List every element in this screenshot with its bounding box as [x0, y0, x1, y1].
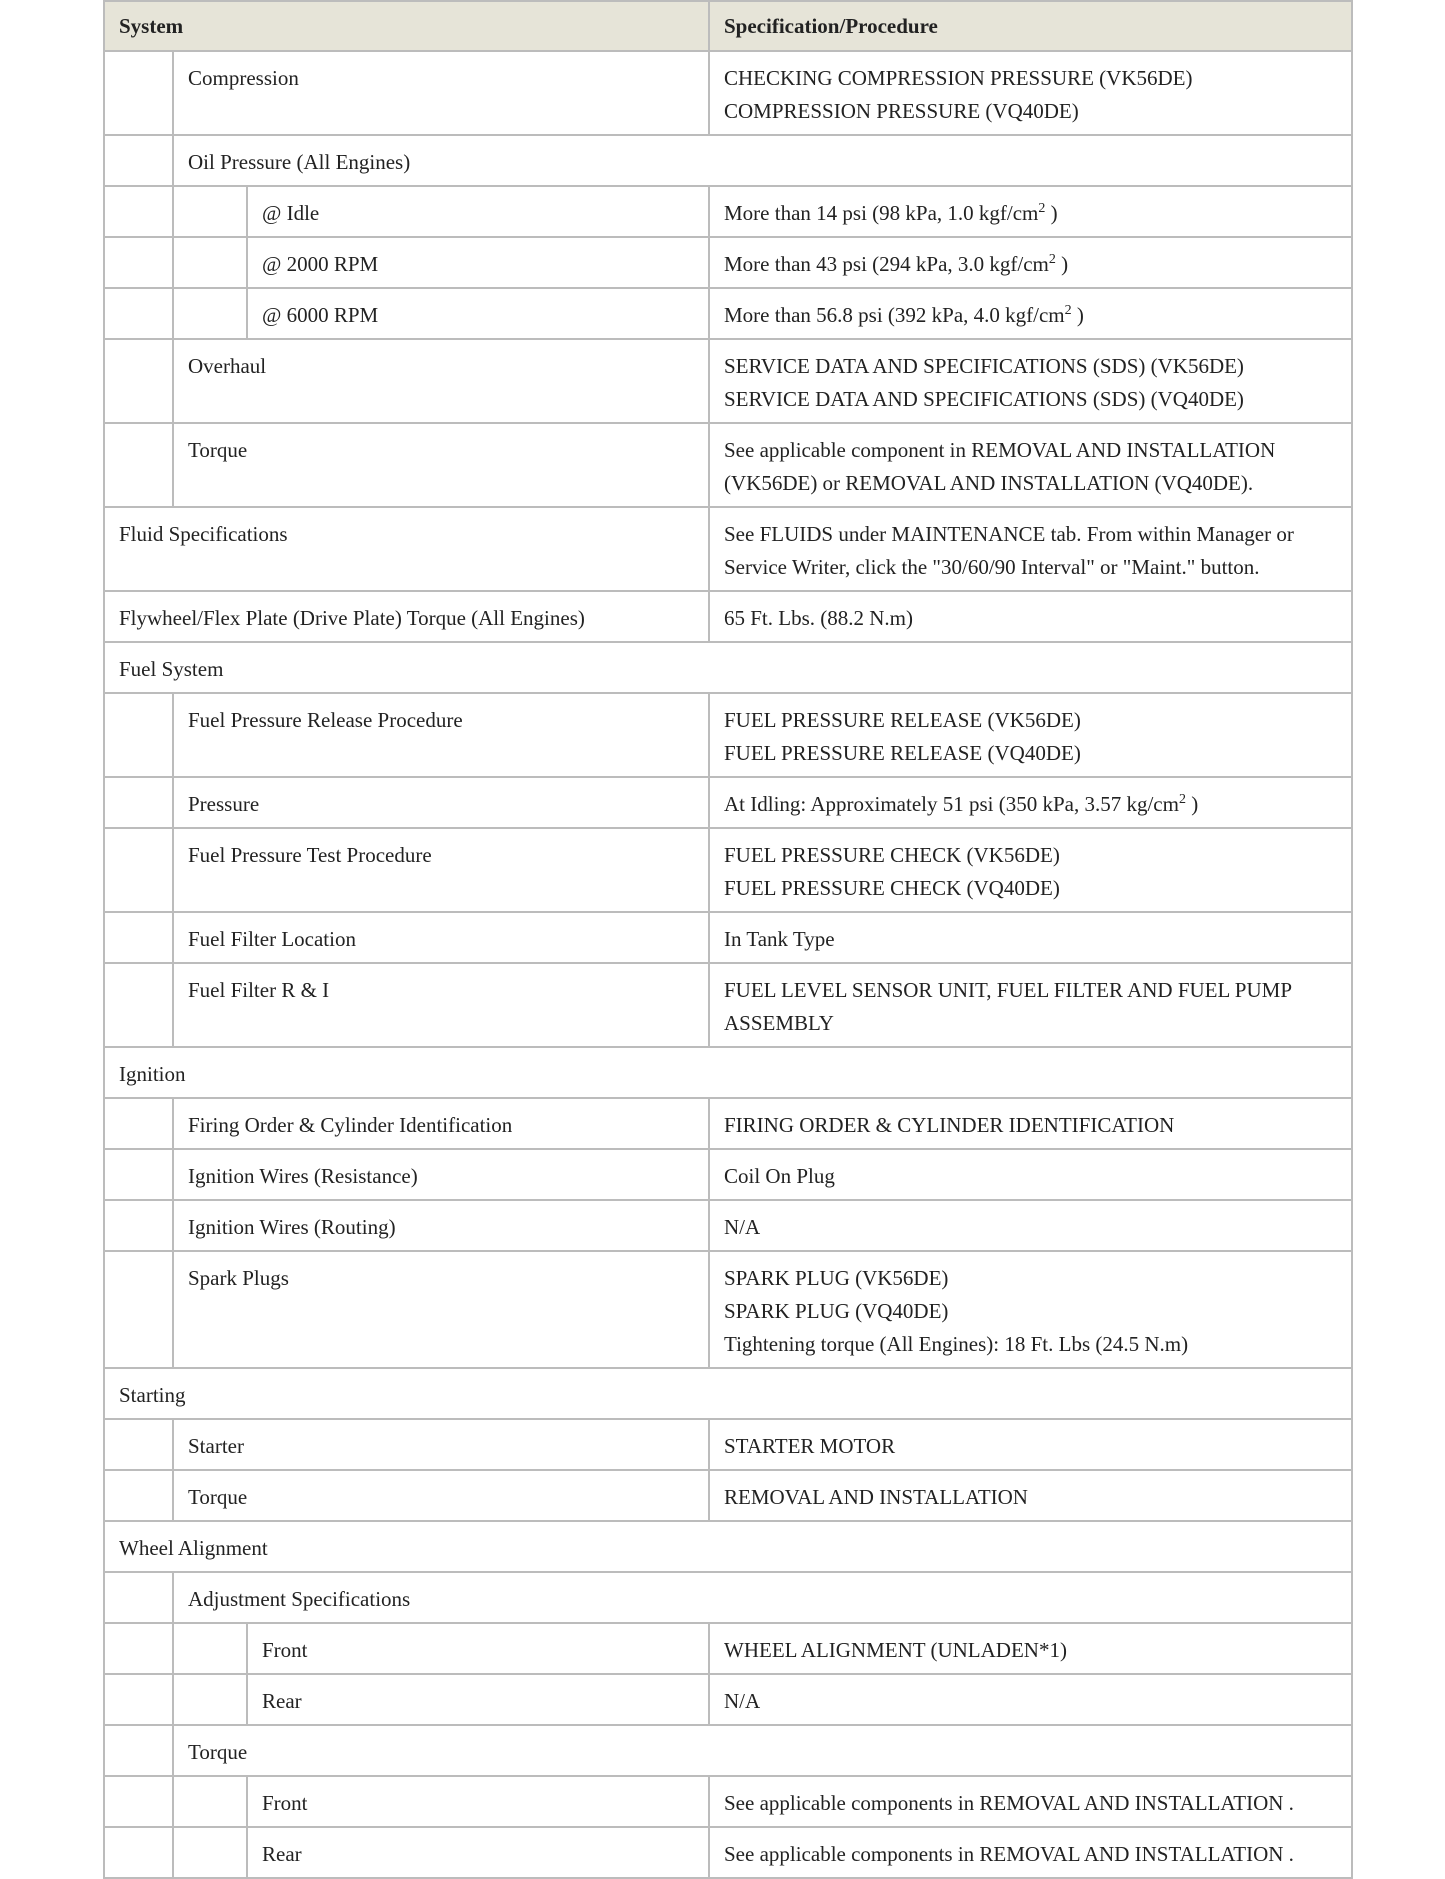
indent-cell: [104, 1827, 173, 1878]
specification-text: SERVICE DATA AND SPECIFICATIONS (SDS) (VK56DE): [724, 354, 1244, 378]
table-row: [104, 963, 1352, 1047]
indent-cell: [173, 1674, 247, 1725]
specification-line: [724, 1787, 1337, 1820]
specification-text: FIRING ORDER & CYLINDER IDENTIFICATION: [724, 1113, 1175, 1137]
specification-line: [724, 974, 1337, 1007]
table-section-row: [104, 1725, 1352, 1776]
table-header-row: [104, 1, 1352, 51]
indent-cell: [104, 828, 173, 912]
specification-line: [724, 1685, 1337, 1718]
specification-line: [724, 1634, 1337, 1667]
specification-value: [709, 828, 1352, 912]
system-label: Fuel System: [104, 642, 1352, 693]
specification-text: Service Writer, click the "30/60/90 Interval" or "Maint." button.: [724, 555, 1260, 579]
system-label: Ignition Wires (Resistance): [173, 1149, 709, 1200]
specification-value: [709, 693, 1352, 777]
specification-text: FUEL PRESSURE RELEASE (VK56DE): [724, 708, 1081, 732]
indent-cell: [104, 186, 173, 237]
specification-value: [709, 1827, 1352, 1878]
specification-value: [709, 1470, 1352, 1521]
specification-text: See applicable components in REMOVAL AND INSTALLATION .: [724, 1791, 1294, 1815]
table-row: [104, 1827, 1352, 1878]
specification-text: SPARK PLUG (VQ40DE): [724, 1299, 949, 1323]
specification-text-tail: ): [1045, 201, 1058, 225]
indent-cell: [104, 1098, 173, 1149]
indent-cell: [104, 1470, 173, 1521]
system-label: Overhaul: [173, 339, 709, 423]
indent-cell: [104, 912, 173, 963]
indent-cell: [104, 237, 173, 288]
system-label: Torque: [173, 423, 709, 507]
specification-line: [724, 383, 1337, 416]
table-row: [104, 1098, 1352, 1149]
table-body: [104, 51, 1352, 1878]
system-label: Compression: [173, 51, 709, 135]
specification-text: FUEL PRESSURE CHECK (VK56DE): [724, 843, 1060, 867]
table-row: [104, 186, 1352, 237]
indent-cell: [173, 1827, 247, 1878]
system-column-header: System: [104, 1, 709, 51]
specification-text: Coil On Plug: [724, 1164, 835, 1188]
system-label: Fuel Pressure Release Procedure: [173, 693, 709, 777]
system-label: Oil Pressure (All Engines): [173, 135, 1352, 186]
system-label: Fuel Filter R & I: [173, 963, 709, 1047]
superscript-unit: 2: [1048, 252, 1056, 267]
specification-line: [724, 1007, 1337, 1040]
specification-line: [724, 95, 1337, 128]
specification-line: [724, 788, 1337, 821]
specification-text: SPARK PLUG (VK56DE): [724, 1266, 949, 1290]
system-label: Ignition Wires (Routing): [173, 1200, 709, 1251]
specification-line: [724, 518, 1337, 551]
table-section-row: [104, 642, 1352, 693]
specification-text-tail: ): [1071, 303, 1084, 327]
table-row: [104, 339, 1352, 423]
specification-line: [724, 872, 1337, 905]
superscript-unit: 2: [1038, 201, 1046, 216]
specification-value: [709, 1098, 1352, 1149]
table-row: [104, 1251, 1352, 1368]
table-section-row: [104, 1047, 1352, 1098]
table-row: [104, 507, 1352, 591]
system-label: Fuel Pressure Test Procedure: [173, 828, 709, 912]
specification-value: [709, 912, 1352, 963]
specification-value: [709, 963, 1352, 1047]
specification-line: [724, 248, 1337, 281]
specification-text: More than 43 psi (294 kPa, 3.0 kgf/cm: [724, 252, 1049, 276]
specification-text: See FLUIDS under MAINTENANCE tab. From within Manager or: [724, 522, 1294, 546]
system-label: Torque: [173, 1725, 1352, 1776]
specification-value: [709, 1623, 1352, 1674]
specification-line: [724, 1328, 1337, 1361]
system-label: Rear: [247, 1827, 709, 1878]
system-label: @ 2000 RPM: [247, 237, 709, 288]
specification-text: At Idling: Approximately 51 psi (350 kPa, 3.57 kg/cm: [724, 792, 1179, 816]
indent-cell: [104, 135, 173, 186]
table-row: [104, 288, 1352, 339]
specification-text: More than 56.8 psi (392 kPa, 4.0 kgf/cm: [724, 303, 1065, 327]
specification-text-tail: ): [1185, 792, 1199, 816]
specification-text: STARTER MOTOR: [724, 1434, 896, 1458]
system-label: Fluid Specifications: [104, 507, 709, 591]
specification-line: [724, 1430, 1337, 1463]
system-label: Firing Order & Cylinder Identification: [173, 1098, 709, 1149]
specification-text: N/A: [724, 1215, 761, 1239]
superscript-unit: 2: [1064, 303, 1072, 318]
system-label: Wheel Alignment: [104, 1521, 1352, 1572]
specification-line: [724, 602, 1337, 635]
indent-cell: [104, 1200, 173, 1251]
specification-line: [724, 1262, 1337, 1295]
specification-text: 65 Ft. Lbs. (88.2 N.m): [724, 606, 913, 630]
specification-value: [709, 1776, 1352, 1827]
specification-text: FUEL PRESSURE CHECK (VQ40DE): [724, 876, 1060, 900]
specification-line: [724, 1295, 1337, 1328]
specification-text: SERVICE DATA AND SPECIFICATIONS (SDS) (VQ40DE): [724, 387, 1244, 411]
table-row: [104, 912, 1352, 963]
specification-line: [724, 923, 1337, 956]
table-row: [104, 693, 1352, 777]
indent-cell: [173, 288, 247, 339]
specification-value: [709, 339, 1352, 423]
indent-cell: [104, 339, 173, 423]
system-label: Starter: [173, 1419, 709, 1470]
specification-value: [709, 1419, 1352, 1470]
system-label: Front: [247, 1776, 709, 1827]
specification-line: [724, 1211, 1337, 1244]
table-section-row: [104, 135, 1352, 186]
system-label: Ignition: [104, 1047, 1352, 1098]
indent-cell: [104, 963, 173, 1047]
specification-text: WHEEL ALIGNMENT (UNLADEN*1): [724, 1638, 1067, 1662]
specification-line: [724, 551, 1337, 584]
specification-text: See applicable component in REMOVAL AND INSTALLATION: [724, 438, 1276, 462]
specification-text: ASSEMBLY: [724, 1011, 834, 1035]
specification-line: [724, 197, 1337, 230]
indent-cell: [173, 237, 247, 288]
specification-line: [724, 839, 1337, 872]
system-label: Spark Plugs: [173, 1251, 709, 1368]
indent-cell: [104, 1251, 173, 1368]
table-row: [104, 591, 1352, 642]
table-section-row: [104, 1368, 1352, 1419]
system-label: Rear: [247, 1674, 709, 1725]
specification-text: (VK56DE) or REMOVAL AND INSTALLATION (VQ40DE).: [724, 471, 1254, 495]
specification-column-header: Specification/Procedure: [709, 1, 1352, 51]
system-label: Pressure: [173, 777, 709, 828]
specification-line: [724, 737, 1337, 770]
specification-value: [709, 1200, 1352, 1251]
system-label: Torque: [173, 1470, 709, 1521]
table-row: [104, 1776, 1352, 1827]
specification-value: [709, 288, 1352, 339]
indent-cell: [104, 777, 173, 828]
specification-value: [709, 186, 1352, 237]
specification-value: [709, 237, 1352, 288]
specification-value: [709, 1674, 1352, 1725]
specification-value: [709, 507, 1352, 591]
indent-cell: [173, 1776, 247, 1827]
table-row: [104, 777, 1352, 828]
specification-line: [724, 1109, 1337, 1142]
specification-text: CHECKING COMPRESSION PRESSURE (VK56DE): [724, 66, 1193, 90]
specification-text: More than 14 psi (98 kPa, 1.0 kgf/cm: [724, 201, 1039, 225]
system-label: Fuel Filter Location: [173, 912, 709, 963]
specification-text: FUEL LEVEL SENSOR UNIT, FUEL FILTER AND FUEL PUMP: [724, 978, 1292, 1002]
specification-table: [103, 0, 1353, 1879]
specification-text: REMOVAL AND INSTALLATION: [724, 1485, 1028, 1509]
table-row: [104, 1149, 1352, 1200]
specification-text: N/A: [724, 1689, 761, 1713]
system-label: @ 6000 RPM: [247, 288, 709, 339]
indent-cell: [173, 186, 247, 237]
indent-cell: [104, 1572, 173, 1623]
specification-text: See applicable components in REMOVAL AND INSTALLATION .: [724, 1842, 1294, 1866]
indent-cell: [104, 1776, 173, 1827]
system-label: Front: [247, 1623, 709, 1674]
table-row: [104, 1623, 1352, 1674]
system-label: @ Idle: [247, 186, 709, 237]
indent-cell: [104, 1623, 173, 1674]
system-label: Starting: [104, 1368, 1352, 1419]
system-label: Flywheel/Flex Plate (Drive Plate) Torque (All Engines): [104, 591, 709, 642]
system-label: Adjustment Specifications: [173, 1572, 1352, 1623]
table-row: [104, 51, 1352, 135]
specification-line: [724, 299, 1337, 332]
table-row: [104, 1470, 1352, 1521]
specification-text: FUEL PRESSURE RELEASE (VQ40DE): [724, 741, 1081, 765]
table-row: [104, 1419, 1352, 1470]
specification-line: [724, 1160, 1337, 1193]
indent-cell: [104, 288, 173, 339]
specification-value: [709, 777, 1352, 828]
specification-line: [724, 350, 1337, 383]
specification-value: [709, 423, 1352, 507]
indent-cell: [104, 51, 173, 135]
table-row: [104, 423, 1352, 507]
table-row: [104, 1200, 1352, 1251]
indent-cell: [104, 1419, 173, 1470]
superscript-unit: 2: [1178, 792, 1186, 807]
indent-cell: [104, 693, 173, 777]
specification-line: [724, 1481, 1337, 1514]
specification-text: In Tank Type: [724, 927, 835, 951]
table-section-row: [104, 1572, 1352, 1623]
specification-line: [724, 704, 1337, 737]
indent-cell: [104, 423, 173, 507]
specification-value: [709, 1251, 1352, 1368]
table-row: [104, 237, 1352, 288]
specification-text: COMPRESSION PRESSURE (VQ40DE): [724, 99, 1079, 123]
specification-line: [724, 62, 1337, 95]
indent-cell: [173, 1623, 247, 1674]
specification-text: Tightening torque (All Engines): 18 Ft. Lbs (24.5 N.m): [724, 1332, 1189, 1356]
specification-line: [724, 1838, 1337, 1871]
specification-text-tail: ): [1055, 252, 1069, 276]
indent-cell: [104, 1674, 173, 1725]
specification-value: [709, 51, 1352, 135]
specification-line: [724, 467, 1337, 500]
indent-cell: [104, 1725, 173, 1776]
table-row: [104, 1674, 1352, 1725]
specification-value: [709, 591, 1352, 642]
table-section-row: [104, 1521, 1352, 1572]
specification-line: [724, 434, 1337, 467]
specification-value: [709, 1149, 1352, 1200]
indent-cell: [104, 1149, 173, 1200]
table-row: [104, 828, 1352, 912]
